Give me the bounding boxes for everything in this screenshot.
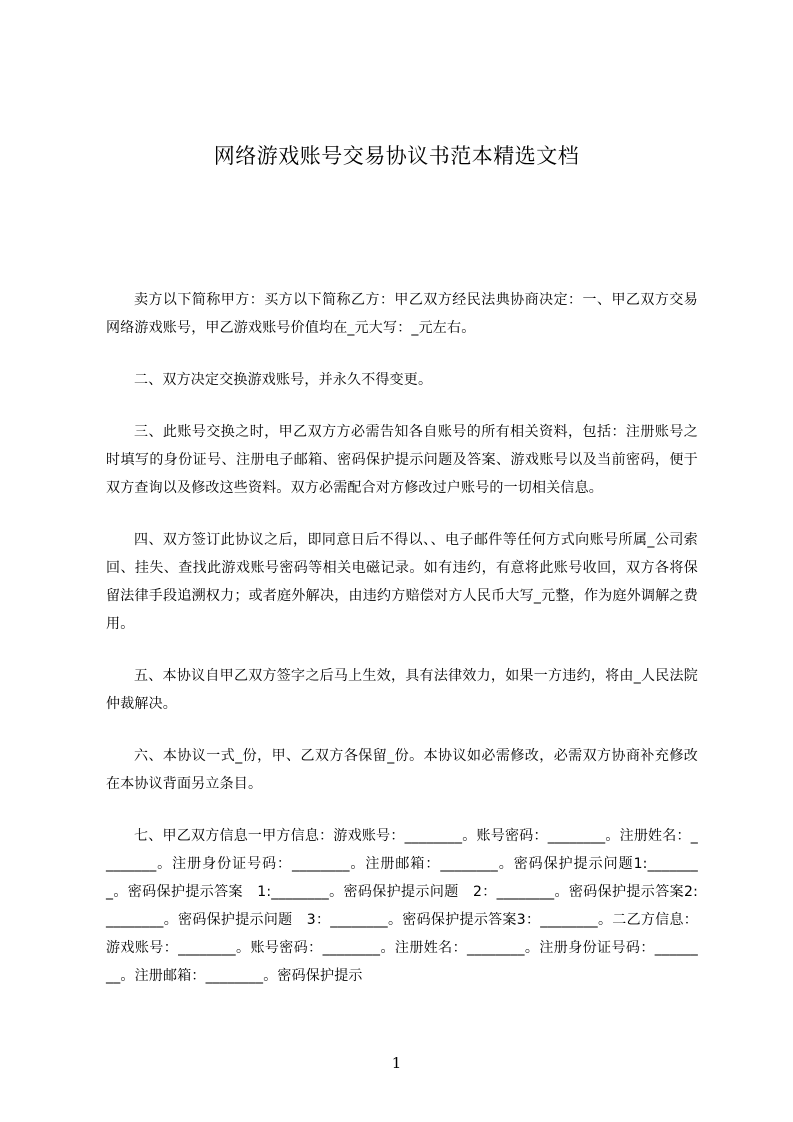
paragraph-3: 三、此账号交换之时，甲乙双方方必需告知各自账号的所有相关资料，包括：注册账号之时填写的身份证号、注册电子邮箱、密码保护提示问题及答案、游戏账号以及当前密码，便于双方查询以及修改这些资料。双方必需配合对方修改过户账号的一切相关信息。 [106,424,698,496]
paragraph-4: 四、双方签订此协议之后，即同意日后不得以、、电子邮件等任何方式向账号所属_公司索回、挂失、查找此游戏账号密码等相关电磁记录。如有违约，有意将此账号收回，双方各将保留法律手段追溯权力；或者庭外解决，由违约方赔偿对方人民币大写_元整，作为庭外调解之费用。 [106,532,698,632]
paragraph-2: 二、双方决定交换游戏账号，并永久不得变更。 [134,372,433,388]
paragraph-7: 七、甲乙双方信息一甲方信息：游戏账号：________。账号密码：________。注册姓名：________。注册身份证号码：________。注册邮箱：________。密码保护提示问题1:________。密码保护提示答案 1:________。密码保护提示问题 2：________。密码保护提示答案2:________。密码保护提示问题 3：________。密码保护提示答案3：________。二乙方信息：游戏账号：________。账号密码：________。注册姓名：________。注册身份证号码：________。注册邮箱：________。密码保护提示 [106,828,698,984]
document-title: 网络游戏账号交易协议书范本精选文档 [213,144,580,168]
page-number: 1 [391,1054,402,1072]
document-body [106,286,698,1014]
paragraph-6: 六、本协议一式_份，甲、乙双方各保留_份。本协议如必需修改，必需双方协商补充修改在本协议背面另立条目。 [106,748,698,792]
paragraph-5: 五、本协议自甲乙双方签字之后马上生效，具有法律效力，如果一方违约，将由_人民法院仲裁解决。 [106,668,698,712]
paragraph-intro: 卖方以下简称甲方：买方以下简称乙方：甲乙双方经民法典协商决定：一、甲乙双方交易网络游戏账号，甲乙游戏账号价值均在_元大写：_元左右。 [106,292,698,336]
